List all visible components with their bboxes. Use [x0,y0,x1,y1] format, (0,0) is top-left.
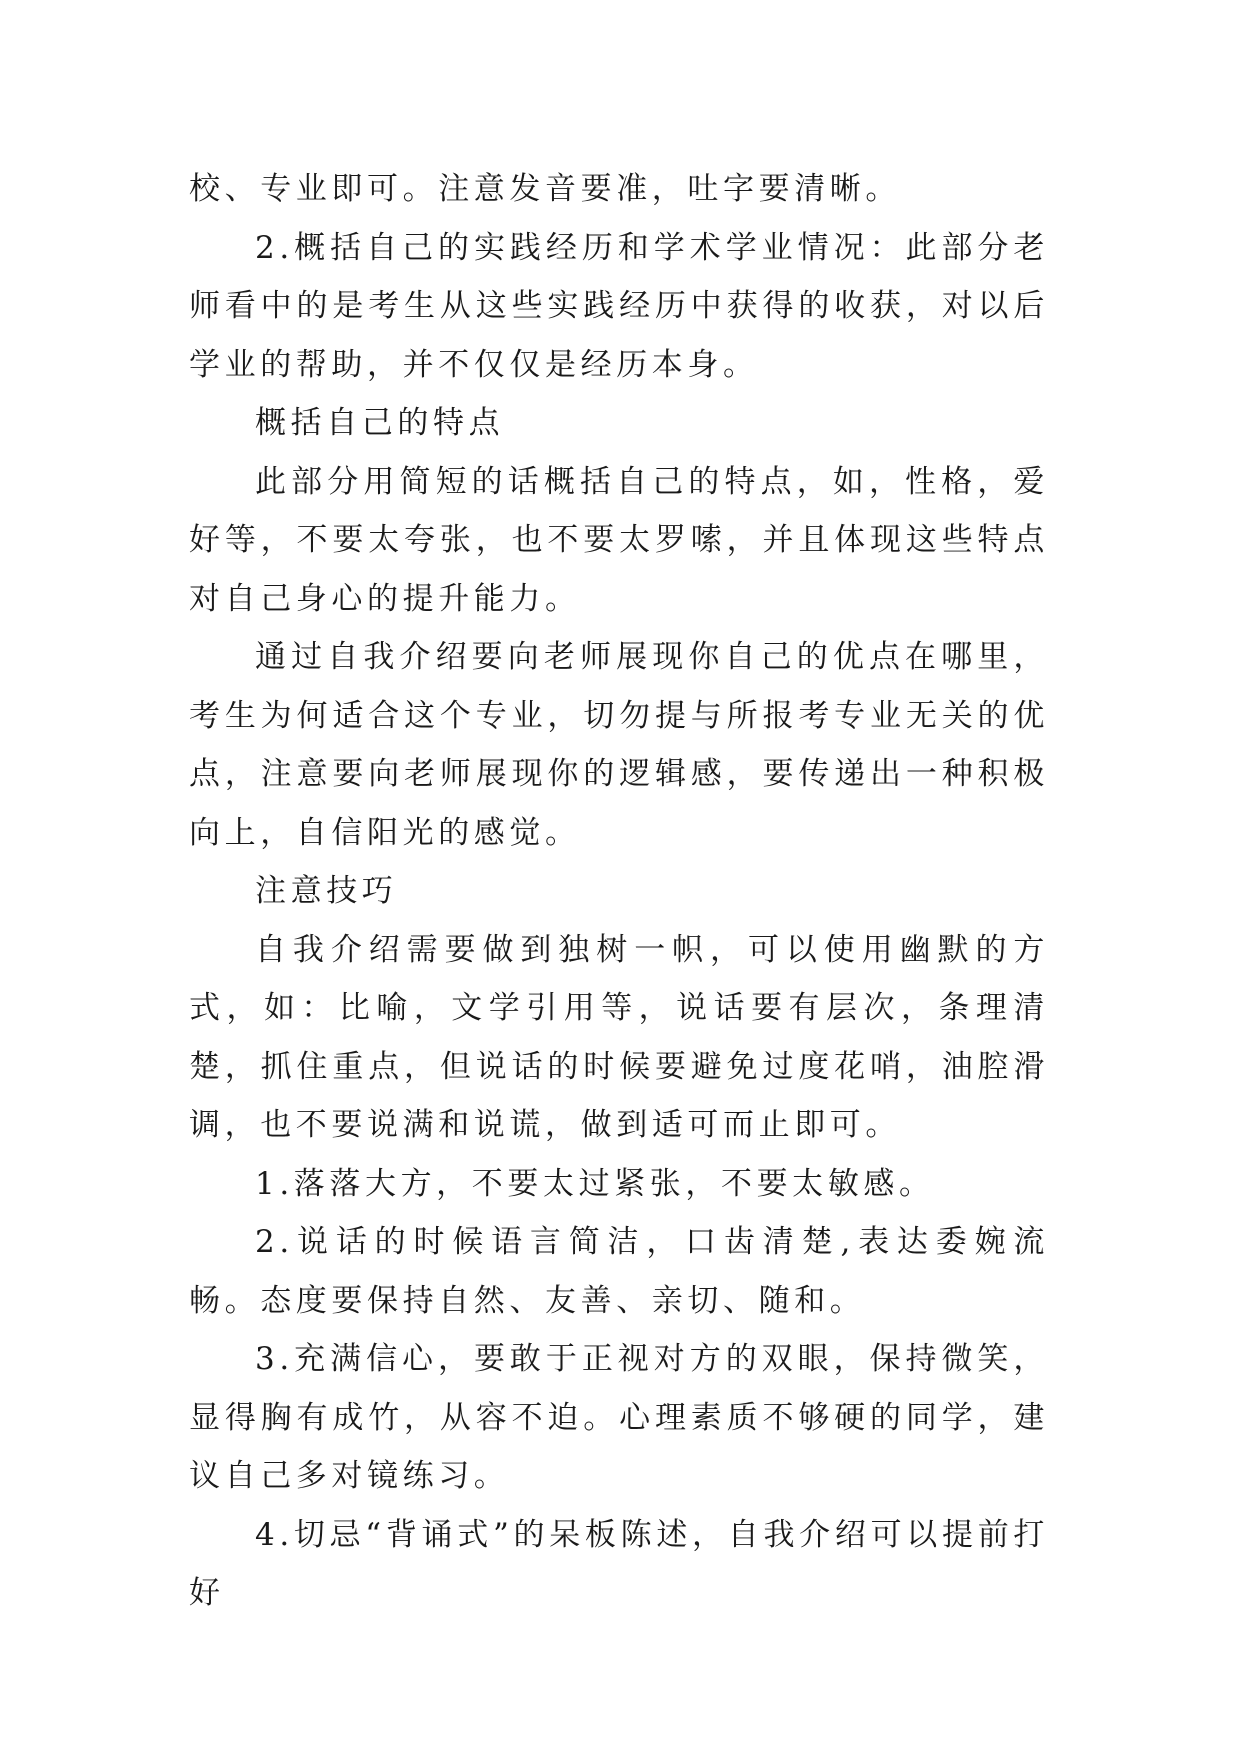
list-item-3: 3.充满信心，要敢于正视对方的双眼，保持微笑，显得胸有成竹，从容不迫。心理素质不够硬的同学，建议自己多对镜练习。 [189,1341,1049,1494]
paragraph-show-strengths: 通过自我介绍要向老师展现你自己的优点在哪里，考生为何适合这个专业，切勿提与所报考专业无关的优点，注意要向老师展现你的逻辑感，要传递出一种积极向上，自信阳光的感觉。 [189,639,1049,851]
paragraph-tips-intro: 自我介绍需要做到独树一帜，可以使用幽默的方式，如：比喻，文学引用等，说话要有层次，条理清楚，抓住重点，但说话的时候要避免过度花哨，油腔滑调，也不要说满和说谎，做到适可而止即可。 [189,931,1049,1143]
paragraph-personal-traits: 此部分用简短的话概括自己的特点，如，性格，爱好等，不要太夸张，也不要太罗嗦，并且体现这些特点对自己身心的提升能力。 [189,463,1049,617]
list-item-2: 2.说话的时候语言简洁，口齿清楚,表达委婉流畅。态度要保持自然、友善、亲切、随和。 [189,1224,1049,1319]
document-body [189,160,1049,1623]
paragraph-continuation: 校、专业即可。注意发音要准，吐字要清晰。 [189,171,901,207]
list-item-4: 4.切忌“背诵式”的呆板陈述，自我介绍可以提前打好 [189,1516,1049,1611]
section-heading-tips: 注意技巧 [255,873,398,909]
list-item-1: 1.落落大方，不要太过紧张，不要太敏感。 [255,1165,935,1202]
paragraph-practice-experience: 2.概括自己的实践经历和学术学业情况：此部分老师看中的是考生从这些实践经历中获得的收获，对以后学业的帮助，并不仅仅是经历本身。 [189,229,1049,383]
section-heading-personal-traits: 概括自己的特点 [255,405,505,441]
